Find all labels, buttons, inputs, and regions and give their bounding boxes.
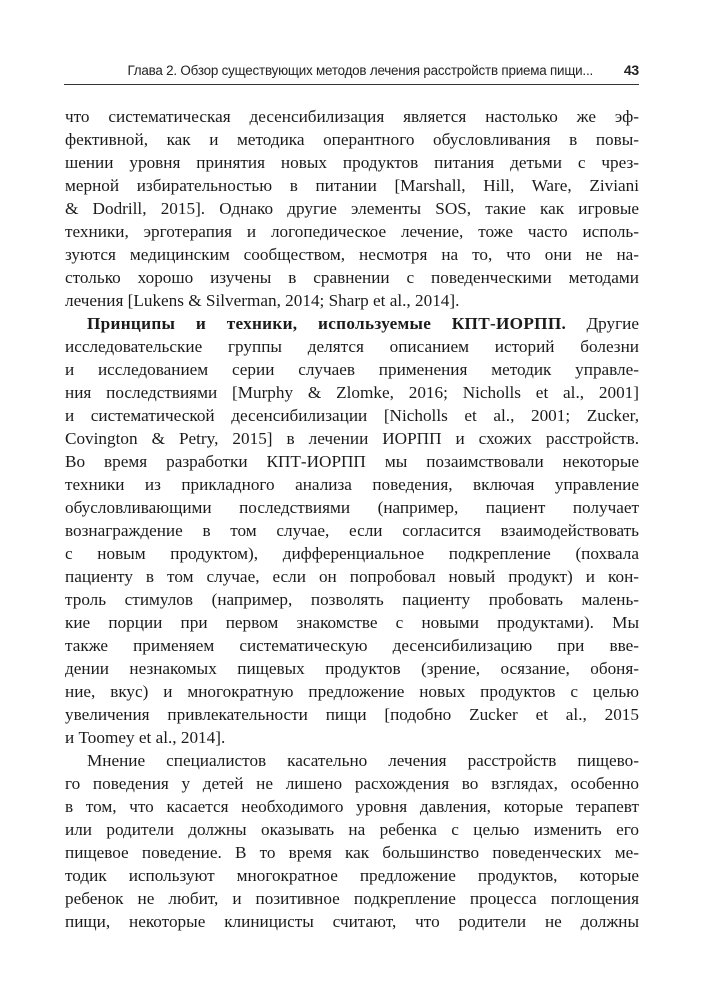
running-header (64, 62, 639, 82)
text-line: фективной, как и методика оперантного обусловливания в повы- (65, 130, 639, 149)
text-line: пищевое поведение. В то время как большинство поведенческих ме- (65, 843, 639, 862)
text-line: вознаграждение в том случае, если согласится взаимодействовать (65, 521, 639, 540)
text-line: и исследованием серии случаев применения методик управле- (65, 360, 639, 379)
text-line: пациенту в том случае, если он попробовал новый продукт) и кон- (65, 567, 639, 586)
body-text (65, 105, 639, 933)
text-line: Covington & Petry, 2015] в лечении ИОРПП и схожих расстройств. (65, 429, 639, 448)
text-line: и Toomey et al., 2014]. (65, 728, 226, 747)
text-line: пищи, некоторые клиницисты считают, что родители не должны (65, 912, 639, 931)
text-line: & Dodrill, 2015]. Однако другие элементы SOS, такие как игровые (65, 199, 639, 218)
text-line: техники, эрготерапия и логопедическое лечение, тоже часто исполь- (65, 222, 639, 241)
text-line: лечения [Lukens & Silverman, 2014; Sharp et al., 2014]. (65, 291, 460, 310)
text-line: ребенок не любит, и позитивное подкрепление процесса поглощения (65, 889, 639, 908)
paragraph-1 (65, 105, 639, 312)
text-line: ния последствиями [Murphy & Zlomke, 2016; Nicholls et al., 2001] (65, 383, 639, 402)
section-heading: Принципы и техники, используемые КПТ-ИОРПП. (87, 314, 567, 333)
text-line: и систематической десенсибилизации [Nicholls et al., 2001; Zucker, (65, 406, 639, 425)
text-line: что систематическая десенсибилизация является настолько же эф- (65, 107, 639, 126)
text-line: увеличения привлекательности пищи [подобно Zucker et al., 2015 (65, 705, 639, 724)
page-number: 43 (623, 62, 639, 78)
text-line: шении уровня принятия новых продуктов питания детьми с чрез- (65, 153, 639, 172)
text-line: Во время разработки КПТ-ИОРПП мы позаимствовали некоторые (65, 452, 639, 471)
paragraph-2 (65, 312, 639, 749)
text-line: дении незнакомых пищевых продуктов (зрение, осязание, обоня- (65, 659, 639, 678)
text-fragment: Другие (586, 314, 639, 333)
text-line: го поведения у детей не лишено расхождения во взглядах, особенно (65, 774, 639, 793)
text-line: тодик используют многократное предложение продуктов, которые (65, 866, 639, 885)
text-line: в том, что касается необходимого уровня давления, которые терапевт (65, 797, 639, 816)
text-line: Мнение специалистов касательно лечения расстройств пищево- (87, 751, 639, 770)
header-rule (64, 84, 639, 85)
text-line: мерной избирательностью в питании [Marshall, Hill, Ware, Ziviani (65, 176, 639, 195)
text-line: с новым продуктом), дифференциальное подкрепление (похвала (65, 544, 639, 563)
text-line (65, 312, 639, 335)
text-line: техники из прикладного анализа поведения, включая управление (65, 475, 639, 494)
text-line: зуются медицинским сообществом, несмотря на то, что они не на- (65, 245, 639, 264)
text-line: ние, вкус) и многократную предложение новых продуктов с целью (65, 682, 639, 701)
chapter-title: Глава 2. Обзор существующих методов лечения расстройств приема пищи... (127, 63, 593, 78)
text-line: также применяем систематическую десенсибилизацию при вве- (65, 636, 639, 655)
text-line: столько хорошо изучены в сравнении с поведенческими методами (65, 268, 639, 287)
text-line: обусловливающими последствиями (например, пациент получает (65, 498, 639, 517)
paragraph-3 (65, 749, 639, 933)
text-line: кие порции при первом знакомстве с новыми продуктами). Мы (65, 613, 639, 632)
text-line: или родители должны оказывать на ребенка с целью изменить его (65, 820, 639, 839)
text-line: троль стимулов (например, позволять пациенту пробовать малень- (65, 590, 639, 609)
text-line: исследовательские группы делятся описанием историй болезни (65, 337, 639, 356)
